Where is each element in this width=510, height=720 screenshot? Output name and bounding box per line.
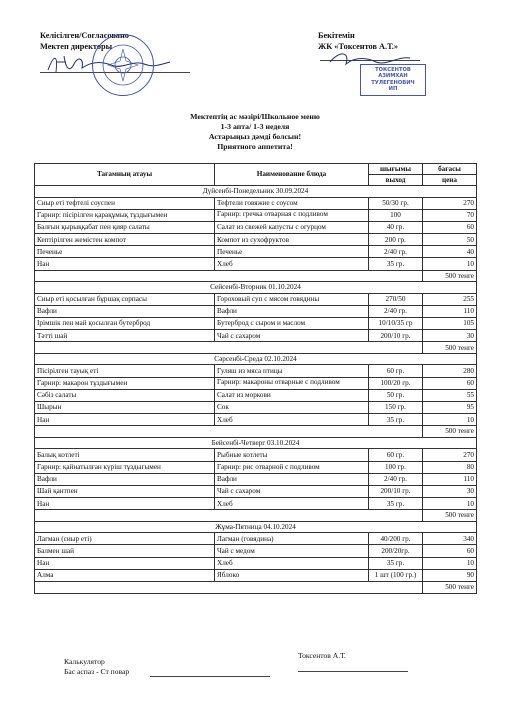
- entrepreneur-label: ЖК «Токсентов А.Т.»: [318, 42, 399, 51]
- total-spacer: [35, 582, 423, 594]
- day-title: Сейсенбі-Вторник 01.10.2024: [35, 282, 477, 294]
- column-header-kz: Тағамның атауы: [35, 164, 215, 186]
- dish-output: 35 гр.: [369, 414, 423, 426]
- dish-name-ru: Хлеб: [215, 258, 369, 270]
- dish-price: 60: [423, 221, 477, 233]
- dish-name-kz: Вафли: [35, 305, 215, 317]
- dish-price: 10: [423, 258, 477, 270]
- dish-output: 10/10/35 гр: [369, 318, 423, 330]
- dish-output: 50/30 гр.: [369, 197, 423, 209]
- title-line-4: Приятного аппетита!: [217, 142, 293, 151]
- column-header-output: шығымы: [369, 164, 423, 175]
- dish-name-ru: Лагман (говядина): [215, 533, 369, 545]
- title-line-3: Астарыңыз дәмді болсын!: [208, 132, 302, 141]
- dish-name-kz: Тәтті шай: [35, 330, 215, 342]
- total-row: [35, 582, 477, 594]
- dish-name-kz: Балық котлеті: [35, 449, 215, 461]
- total-row: [35, 342, 477, 354]
- school-stamp: [92, 34, 154, 96]
- dish-name-kz: Сиыр еті тефтелі соуспен: [35, 197, 215, 209]
- menu-row: [35, 246, 477, 258]
- dish-price: 105: [423, 318, 477, 330]
- dish-price: 30: [423, 485, 477, 497]
- dish-output: 2/40 гр.: [369, 305, 423, 317]
- dish-name-kz: Лагман (сиыр еті): [35, 533, 215, 545]
- dish-name-kz: Алма: [35, 569, 215, 581]
- menu-row: [35, 258, 477, 270]
- dish-name-kz: Балмен шай: [35, 545, 215, 557]
- page-title: [0, 112, 510, 152]
- total-row: [35, 510, 477, 522]
- title-line-2: 1-3 апта/ 1-3 неделя: [220, 122, 290, 131]
- dish-name-ru: Вафли: [215, 305, 369, 317]
- stamp-line: АЗИМХАН: [378, 73, 408, 80]
- menu-row: [35, 377, 477, 389]
- dish-output: 200/20гр.: [369, 545, 423, 557]
- dish-name-kz: Гарнир: пісірілген қарақұмық тұздығымен: [35, 209, 215, 221]
- dish-name-ru: Хлеб: [215, 498, 369, 510]
- calculator-label: Калькулятор: [64, 657, 105, 666]
- dish-name-kz: Нан: [35, 557, 215, 569]
- total-spacer: [35, 342, 423, 354]
- dish-price: 95: [423, 401, 477, 413]
- dish-name-kz: Сиыр еті қосылған бұршақ сорпасы: [35, 293, 215, 305]
- dish-name-ru: Гарнир: рис отварной с подливом: [215, 461, 369, 473]
- dish-price: 30: [423, 330, 477, 342]
- total-row: [35, 426, 477, 438]
- dish-name-kz: Балғын қырыққабат пен қияр салаты: [35, 221, 215, 233]
- day-row: [35, 186, 477, 198]
- title-line-1: Мектептің ас мәзірі/Школьное меню: [190, 112, 320, 121]
- total-spacer: [35, 270, 423, 282]
- menu-row: [35, 365, 477, 377]
- dish-price: 70: [423, 209, 477, 221]
- day-total: 500 тенге: [423, 270, 477, 282]
- dish-name-ru: Тефтели говяжие с соусом: [215, 197, 369, 209]
- dish-output: 1 шт (100 гр.): [369, 569, 423, 581]
- menu-row: [35, 318, 477, 330]
- dish-name-ru: Вафли: [215, 473, 369, 485]
- day-total: 500 тенге: [423, 426, 477, 438]
- dish-price: 50: [423, 234, 477, 246]
- dish-name-kz: Гарнир: қайнатылған күріш тұздығымен: [35, 461, 215, 473]
- menu-row: [35, 533, 477, 545]
- dish-name-kz: Гарнир: макарон тұздығымен: [35, 377, 215, 389]
- dish-output: 35 гр.: [369, 498, 423, 510]
- dish-name-kz: Шырын: [35, 401, 215, 413]
- dish-output: 50 гр.: [369, 389, 423, 401]
- dish-name-ru: Сок: [215, 401, 369, 413]
- menu-row: [35, 545, 477, 557]
- dish-name-kz: Ірімшік пен май қосылған бутерброд: [35, 318, 215, 330]
- dish-name-kz: Нан: [35, 498, 215, 510]
- day-row: [35, 282, 477, 294]
- day-total: 500 тенге: [423, 582, 477, 594]
- dish-output: 150 гр.: [369, 401, 423, 413]
- column-header-output-ru: выход: [369, 175, 423, 186]
- day-row: [35, 437, 477, 449]
- dish-name-ru: Гарнир: гречка отварная с подливом: [215, 209, 369, 221]
- menu-row: [35, 305, 477, 317]
- dish-output: 60 гр.: [369, 449, 423, 461]
- day-title: Жұма-Пятница 04.10.2024: [35, 521, 477, 533]
- menu-row: [35, 389, 477, 401]
- day-title: Бейсенбі-Четверг 03.10.2024: [35, 437, 477, 449]
- dish-name-ru: Яблоко: [215, 569, 369, 581]
- total-spacer: [35, 426, 423, 438]
- dish-price: 340: [423, 533, 477, 545]
- dish-output: 100 гр.: [369, 461, 423, 473]
- chef-label: Бас аспаз - Ст повар: [64, 667, 130, 676]
- dish-output: 270/50: [369, 293, 423, 305]
- dish-output: 200 гр.: [369, 234, 423, 246]
- dish-price: 60: [423, 545, 477, 557]
- approved-label: Бекітемін: [318, 31, 355, 40]
- day-title: Дүйсенбі-Понедельник 30.09.2024: [35, 186, 477, 198]
- dish-name-ru: Компот из сухофруктов: [215, 234, 369, 246]
- dish-name-ru: Чай с медом: [215, 545, 369, 557]
- dish-price: 10: [423, 414, 477, 426]
- dish-name-kz: Кептірілген жемістен компот: [35, 234, 215, 246]
- menu-row: [35, 234, 477, 246]
- menu-row: [35, 293, 477, 305]
- director-label: Мектеп директоры: [40, 42, 113, 51]
- day-total: 500 тенге: [423, 510, 477, 522]
- dish-output: 200/10 гр.: [369, 330, 423, 342]
- dish-name-ru: Рыбные котлеты: [215, 449, 369, 461]
- dish-name-ru: Хлеб: [215, 557, 369, 569]
- dish-price: 270: [423, 449, 477, 461]
- dish-name-kz: Печенье: [35, 246, 215, 258]
- dish-price: 10: [423, 498, 477, 510]
- entrepreneur-stamp: [360, 64, 426, 96]
- dish-name-kz: Вафли: [35, 473, 215, 485]
- dish-name-ru: Гуляш из мяса птицы: [215, 365, 369, 377]
- dish-price: 40: [423, 246, 477, 258]
- dish-name-ru: Салат из свежей капусты с огурцом: [215, 221, 369, 233]
- menu-row: [35, 569, 477, 581]
- dish-name-ru: Чай с сахаром: [215, 485, 369, 497]
- dish-name-ru: Чай с сахаром: [215, 330, 369, 342]
- dish-name-ru: Салат из моркови: [215, 389, 369, 401]
- dish-output: 60 гр.: [369, 365, 423, 377]
- day-title: Сәрсенбі-Среда 02.10.2024: [35, 353, 477, 365]
- dish-price: 110: [423, 305, 477, 317]
- dish-price: 90: [423, 569, 477, 581]
- dish-output: 40 гр.: [369, 221, 423, 233]
- dish-output: 2/40 гр.: [369, 246, 423, 258]
- dish-name-kz: Нан: [35, 414, 215, 426]
- stamp-emblem-icon: [93, 35, 153, 95]
- menu-row: [35, 221, 477, 233]
- dish-price: 60: [423, 377, 477, 389]
- column-header-price-ru: цена: [423, 175, 477, 186]
- dish-output: 40/200 гр.: [369, 533, 423, 545]
- chef-signature-line: [150, 676, 270, 677]
- menu-row: [35, 473, 477, 485]
- dish-name-kz: Сәбіз салаты: [35, 389, 215, 401]
- dish-name-ru: Гороховый суп с мясом говядины: [215, 293, 369, 305]
- footer-signature-line: [298, 671, 408, 672]
- day-row: [35, 353, 477, 365]
- footer-right-name: Токсентов А.Т.: [298, 651, 346, 660]
- dish-price: 55: [423, 389, 477, 401]
- menu-row: [35, 485, 477, 497]
- menu-row: [35, 557, 477, 569]
- day-total: 500 тенге: [423, 342, 477, 354]
- menu-row: [35, 209, 477, 221]
- total-spacer: [35, 510, 423, 522]
- stamp-line: ТОКСЕНТОВ: [375, 67, 411, 73]
- menu-row: [35, 401, 477, 413]
- dish-name-kz: Шай қантпен: [35, 485, 215, 497]
- dish-output: 100/20 гр.: [369, 377, 423, 389]
- dish-name-ru: Печенье: [215, 246, 369, 258]
- dish-name-kz: Пісірілген тауық еті: [35, 365, 215, 377]
- menu-row: [35, 414, 477, 426]
- dish-output: 200/10 гр.: [369, 485, 423, 497]
- menu-row: [35, 498, 477, 510]
- dish-name-ru: Бутерброд с сыром и маслом: [215, 318, 369, 330]
- menu-table: [34, 163, 477, 594]
- approval-label: Келісілген/Согласовано: [40, 31, 129, 40]
- footer-left: [64, 657, 129, 677]
- menu-row: [35, 330, 477, 342]
- menu-row: [35, 197, 477, 209]
- column-header-ru: Наименование блюда: [215, 164, 369, 186]
- stamp-line: ИП: [388, 86, 398, 93]
- dish-name-kz: Нан: [35, 258, 215, 270]
- dish-price: 10: [423, 557, 477, 569]
- menu-row: [35, 461, 477, 473]
- column-header-price: бағасы: [423, 164, 477, 175]
- dish-output: 35 гр.: [369, 557, 423, 569]
- dish-output: 35 гр.: [369, 258, 423, 270]
- dish-price: 80: [423, 461, 477, 473]
- dish-price: 110: [423, 473, 477, 485]
- dish-output: 2/40 гр.: [369, 473, 423, 485]
- total-row: [35, 270, 477, 282]
- menu-body: [35, 186, 477, 594]
- dish-price: 280: [423, 365, 477, 377]
- dish-price: 255: [423, 293, 477, 305]
- menu-row: [35, 449, 477, 461]
- dish-price: 270: [423, 197, 477, 209]
- stamp-line: ТУЛЕГЕНОВИЧ: [371, 79, 415, 86]
- day-row: [35, 521, 477, 533]
- dish-name-ru: Хлеб: [215, 414, 369, 426]
- dish-output: 100: [369, 209, 423, 221]
- dish-name-ru: Гарнир: макароны отварные с подливом: [215, 377, 369, 389]
